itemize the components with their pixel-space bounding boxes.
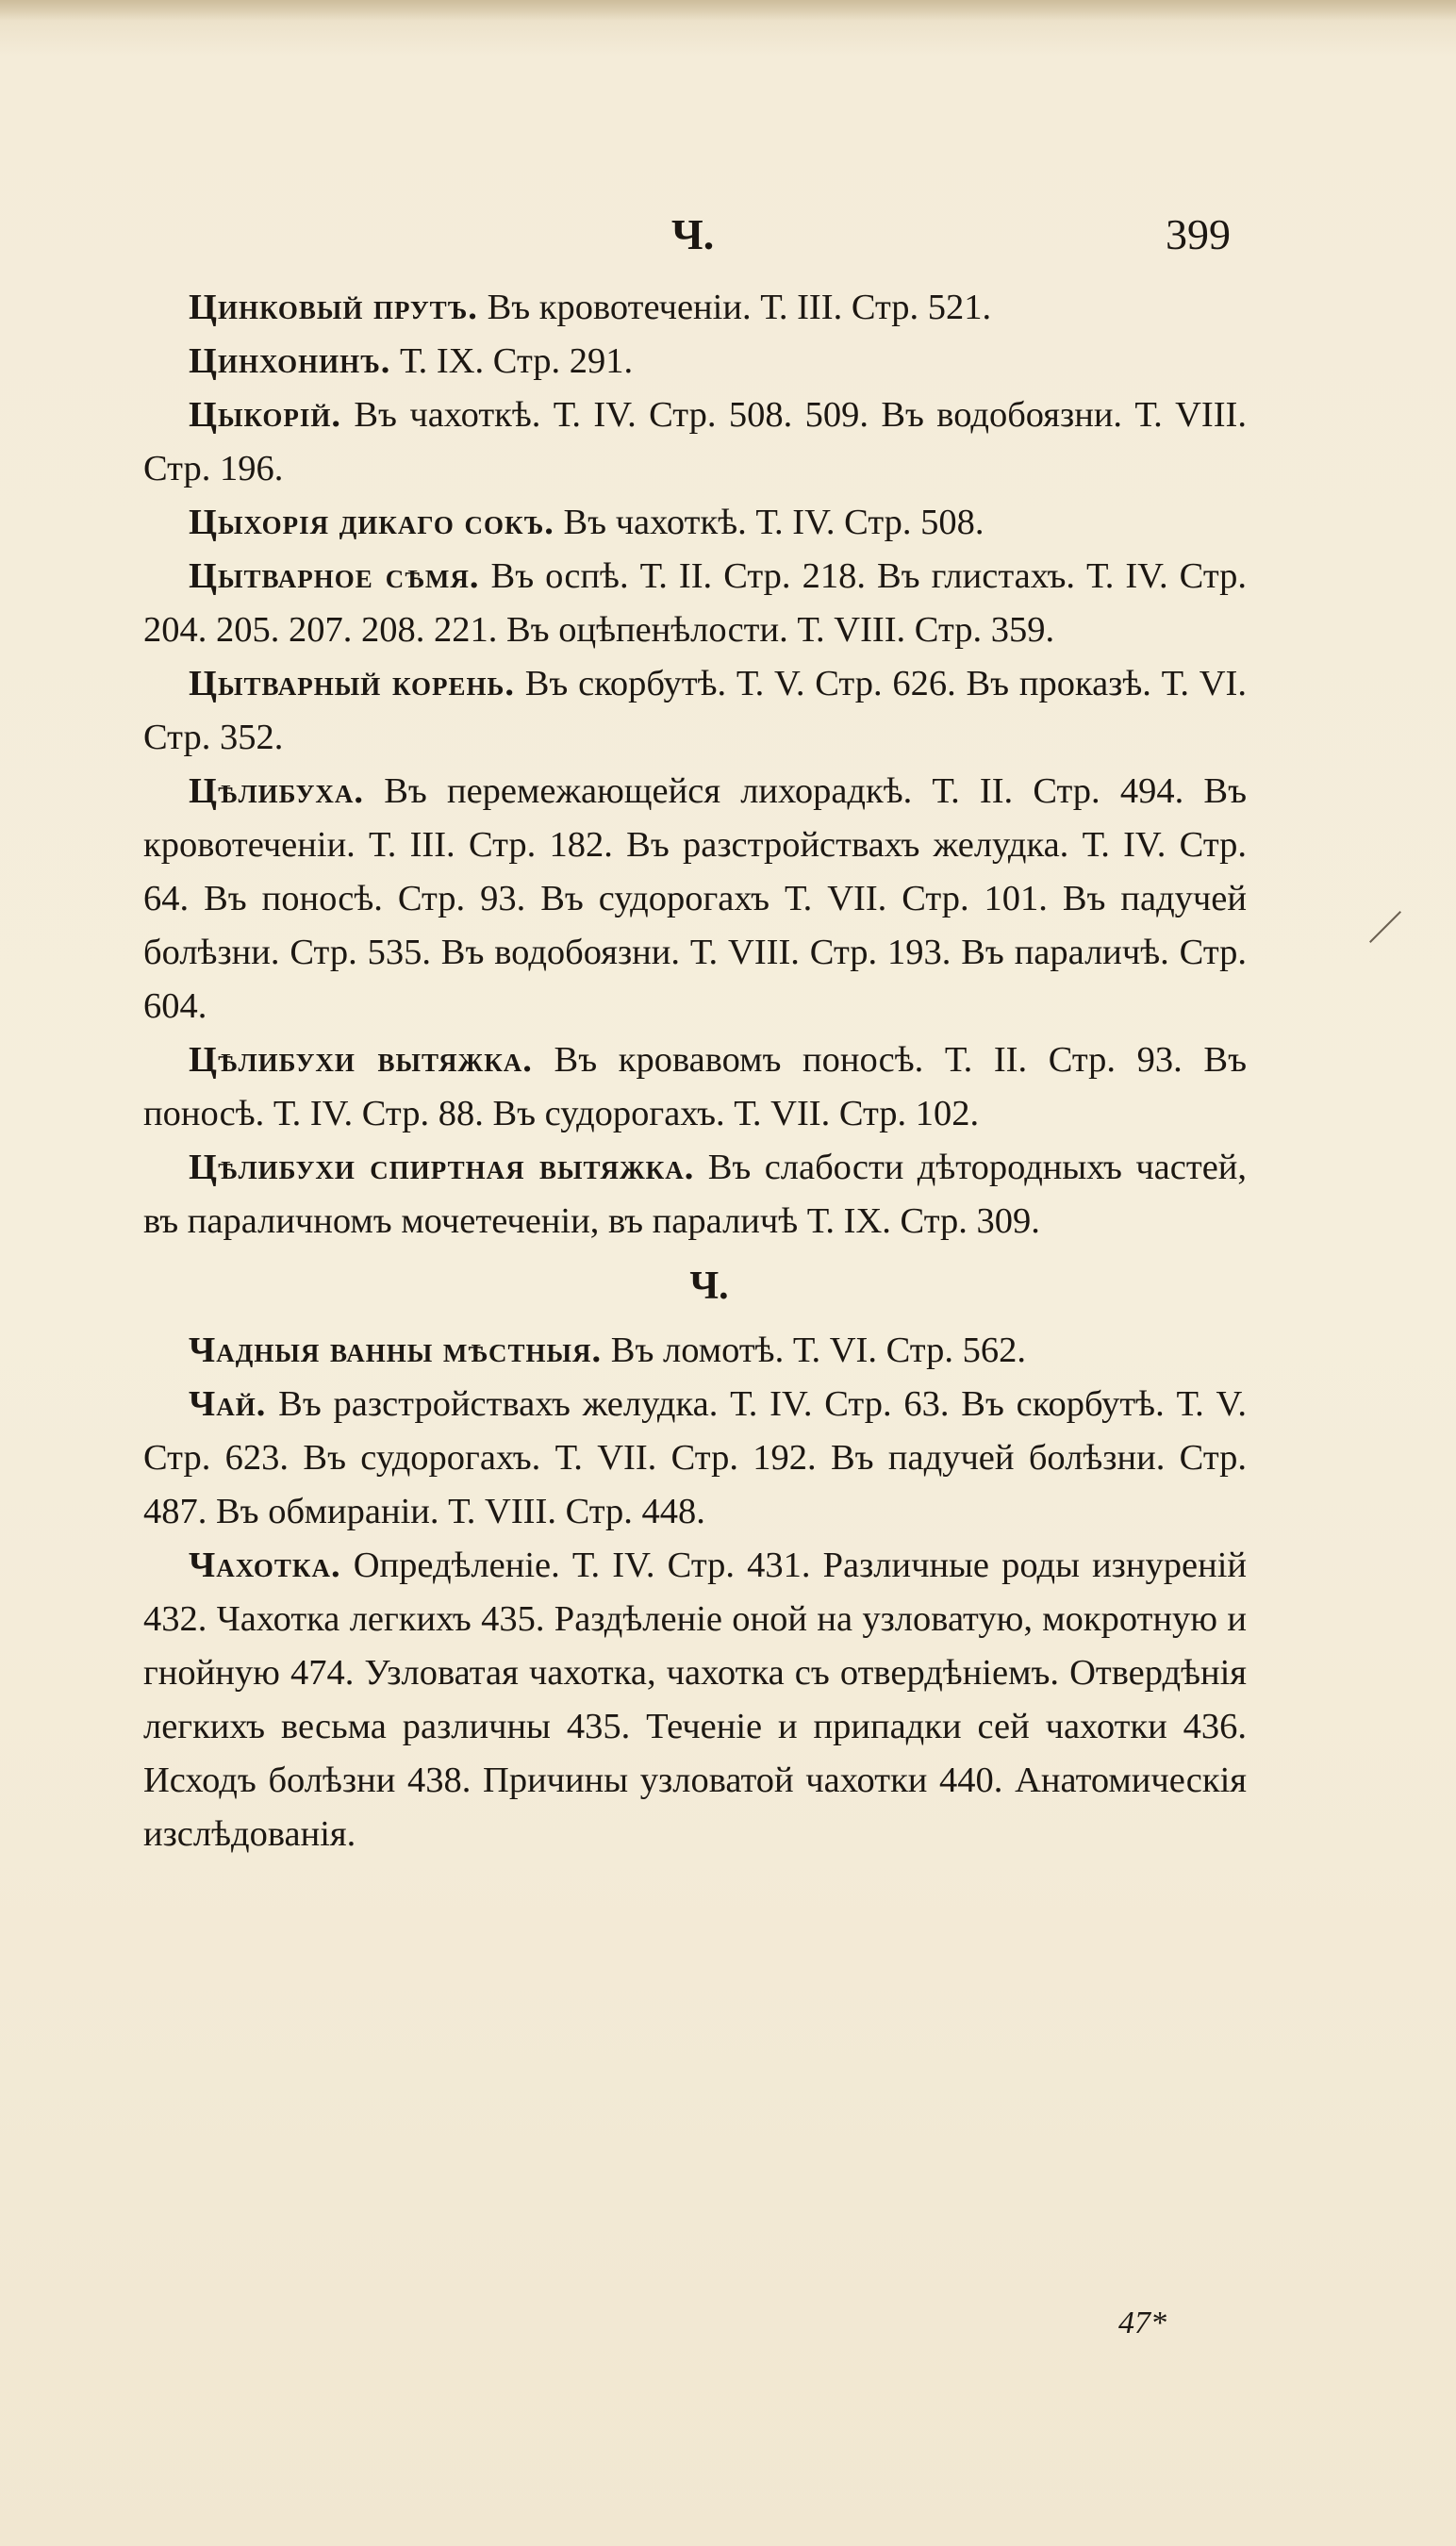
entry-text: Т. IX. Стр. 291.: [390, 341, 634, 381]
index-entry: [143, 550, 1247, 657]
entry-head: Чахотка.: [189, 1546, 341, 1585]
entry-head: Цыкорій.: [189, 395, 341, 435]
index-entry: [143, 335, 1247, 389]
page-edge-shadow: [0, 0, 1456, 21]
entry-text: Въ оспѣ. Т. II. Стр. 218. Въ глистахъ. Т. IV. Стр. 204. 205. 207. 208. 221. Въ оцѣпенѣлости. Т. VIII. Стр. 359.: [143, 556, 1247, 650]
section-letter-heading: Ч.: [689, 1265, 729, 1308]
entry-text: Въ разстройствахъ желудка. Т. IV. Стр. 63. Въ скорбутѣ. Т. V. Стр. 623. Въ судорогахъ. Т. VII. Стр. 192. Въ падучей болѣзни. Стр. 487. Въ обмираніи. Т. VIII. Стр. 448.: [143, 1384, 1247, 1531]
entry-head: Цинковый прутъ.: [189, 288, 478, 327]
running-head: [0, 209, 1456, 266]
pencil-mark: [1369, 911, 1401, 943]
entry-head: Цинхонинъ.: [189, 341, 391, 381]
index-entry: [143, 1324, 1247, 1378]
index-text: [143, 281, 1247, 1861]
entry-head: Цѣлибухи вытяжка.: [189, 1040, 533, 1080]
index-entry: [143, 657, 1247, 765]
index-entry: [143, 1033, 1247, 1141]
entry-text: Въ кровавомъ поносѣ. Т. II. Стр. 93. Въ поносѣ. Т. IV. Стр. 88. Въ судорогахъ. Т. VII. Стр. 102.: [143, 1040, 1247, 1133]
index-entry: [143, 496, 1247, 550]
entry-text: Въ чахоткѣ. Т. IV. Стр. 508.: [554, 503, 984, 542]
entry-text: Опредѣленіе. Т. IV. Стр. 431. Различные роды изнуреній 432. Чахотка легкихъ 435. Раздѣленіе оной на узловатую, мокротную и гнойную 474. Узловатая чахотка, чахотка съ отвердѣніемъ. Отвердѣнія легкихъ весьма различны 435. Теченіе и припадки сей чахотки 436. Исходъ болѣзни 438. Причины узловатой чахотки 440. Анатомическія изслѣдованія.: [143, 1546, 1247, 1854]
index-entry: [143, 389, 1247, 496]
entry-head: Цѣлибуха.: [189, 771, 365, 811]
index-entry: [143, 1539, 1247, 1861]
entry-text: Въ кровотеченіи. Т. III. Стр. 521.: [477, 288, 992, 327]
entry-head: Цыхорія дикаго сокъ.: [189, 503, 554, 542]
page-number: 399: [1166, 210, 1231, 258]
entry-text: Въ чахоткѣ. Т. IV. Стр. 508. 509. Въ водобоязни. Т. VIII. Стр. 196.: [143, 395, 1247, 488]
entry-text: Въ скорбутѣ. Т. V. Стр. 626. Въ проказѣ. Т. VI. Стр. 352.: [143, 664, 1247, 757]
entry-head: Цѣлибухи спиртная вытяжка.: [189, 1148, 695, 1187]
entry-text: Въ слабости дѣтородныхъ частей, въ параличномъ мочетеченіи, въ параличѣ Т. IX. Стр. 309.: [143, 1148, 1248, 1241]
index-entry: [143, 765, 1247, 1033]
entry-head: Цытварный корень.: [189, 664, 515, 703]
entry-text: Въ ломотѣ. Т. VI. Стр. 562.: [602, 1331, 1026, 1370]
index-entry: [143, 281, 1247, 335]
entry-text: Въ перемежающейся лихорадкѣ. Т. II. Стр. 494. Въ кровотеченіи. Т. III. Стр. 182. Въ разстройствахъ желудка. Т. IV. Стр. 64. Въ поносѣ. Стр. 93. Въ судорогахъ Т. VII. Стр. 101. Въ падучей болѣзни. Стр. 535. Въ водобоязни. Т. VIII. Стр. 193. Въ параличѣ. Стр. 604.: [143, 771, 1247, 1026]
entry-head: Чай.: [189, 1384, 267, 1424]
index-entry: [143, 1141, 1247, 1248]
entry-head: Чадныя ванны мѣстныя.: [189, 1331, 603, 1370]
running-head-letter: Ч.: [671, 210, 715, 258]
entry-head: Цытварное сѣмя.: [189, 556, 480, 596]
printer-signature: 47*: [1118, 2306, 1166, 2340]
index-entry: [143, 1378, 1247, 1539]
